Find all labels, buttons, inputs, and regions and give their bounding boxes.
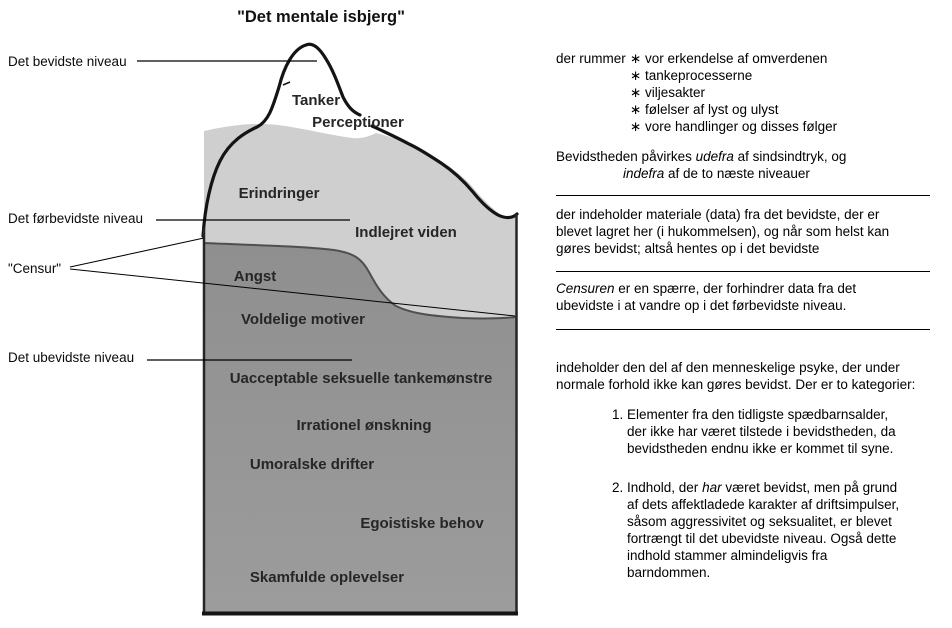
category-text: Indhold, der (627, 480, 703, 495)
iceberg-item-irrational-wishing: Irrationel ønskning (296, 417, 432, 434)
paragraph-line: indhold stammer almindeligvis fra (627, 548, 828, 563)
iceberg-item-immoral-drives: Umoralske drifter (249, 456, 375, 473)
conscious-intro: der rummer (556, 51, 626, 66)
iceberg-item-thoughts: Tanker (291, 92, 341, 109)
iceberg-item-perceptions: Perceptioner (312, 114, 404, 131)
paragraph-line: såsom aggressivitet og seksualitet, er blevet (627, 514, 892, 529)
paragraph-line: fortrængt til det ubevidste niveau. Også dette (627, 531, 897, 546)
censor-italic: Censuren (556, 281, 615, 296)
outline-tick (283, 82, 290, 85)
note-text: af de to næste niveauer (664, 166, 810, 181)
conscious-level-label: Det bevidste niveau (8, 54, 127, 69)
iceberg-item-shameful-experiences: Skamfulde oplevelser (249, 569, 405, 586)
note-line (556, 165, 846, 182)
asterisk-icon: ∗ (630, 85, 642, 100)
paragraph-line: indeholder den del af den menneskelige psyke, der under (556, 360, 900, 375)
paragraph-line: ubevidste i at vandre op i det førbevidste niveau. (556, 298, 847, 313)
unconscious-categories-list (556, 406, 952, 603)
asterisk-icon: ∗ (630, 68, 642, 83)
paragraph-line: der ikke har været tilstede i bevidstheden, da (627, 424, 896, 439)
category-italic: har (702, 480, 722, 495)
censor-label: "Censur" (8, 261, 62, 276)
paragraph-line: bevidstheden endnu ikke er kommet til syne. (627, 441, 894, 456)
unconscious-level-label: Det ubevidste niveau (8, 350, 135, 365)
category-item-2 (627, 479, 952, 581)
influence-note-block (556, 148, 846, 182)
bullet-text: vor erkendelse af omverdenen (645, 51, 828, 66)
list-item (630, 67, 837, 84)
divider-rule (556, 329, 930, 330)
censor-text: er en spærre, der forhindrer data fra det (614, 281, 857, 296)
divider-rule (556, 195, 930, 196)
category-item-1 (627, 406, 952, 457)
bullet-text: følelser af lyst og ulyst (645, 102, 779, 117)
paragraph-line (627, 479, 952, 496)
asterisk-icon: ∗ (630, 102, 642, 117)
note-italic: udefra (695, 149, 734, 164)
iceberg-item-selfish-needs: Egoistiske behov (360, 515, 484, 532)
list-item (630, 118, 837, 135)
list-item (630, 50, 837, 67)
paragraph-line: af dets affektladede karakter af driftsimpulser, (627, 497, 900, 512)
iceberg-item-embedded-knowledge: Indlejret viden (355, 224, 457, 241)
preconscious-level-label: Det førbevidste niveau (8, 211, 144, 226)
note-text: af sindsindtryk, og (733, 149, 847, 164)
note-text: Bevidstheden påvirkes (556, 149, 696, 164)
note-italic: indefra (623, 166, 665, 181)
paragraph-line (556, 280, 856, 297)
category-text: været bevidst, men på grund (721, 480, 898, 495)
preconscious-description-block (556, 206, 889, 257)
note-line (556, 148, 846, 165)
divider-rule (556, 271, 930, 272)
censor-pointer-line-upper (70, 238, 204, 267)
iceberg-item-anxiety: Angst (233, 268, 277, 285)
paragraph-line: normale forhold ikke kan gøres bevidst. Der er to kategorier: (556, 377, 916, 392)
paragraph-line: blevet lagret her (i hukommelsen), og når som helst kan (556, 224, 890, 239)
paragraph-line: gøres bevidst; altså hentes op i det bevidste (556, 241, 820, 256)
bullet-text: vore handlinger og disses følger (645, 119, 838, 134)
iceberg-item-memories: Erindringer (238, 185, 320, 202)
asterisk-icon: ∗ (630, 119, 642, 134)
unconscious-description-block (556, 359, 915, 393)
list-item (630, 101, 837, 118)
bullet-text: viljesakter (645, 85, 706, 100)
iceberg-item-unacceptable-sexual: Uacceptable seksuelle tankemønstre (229, 370, 493, 387)
paragraph-line: 1. Elementer fra den tidligste spædbarnsalder, (627, 407, 889, 422)
paragraph-line: barndommen. (627, 565, 711, 580)
iceberg-item-violent-motives: Voldelige motiver (241, 311, 365, 328)
list-item (630, 84, 837, 101)
paragraph-line: der indeholder materiale (data) fra det bevidste, der er (556, 207, 880, 222)
conscious-contents-block (556, 50, 837, 135)
censor-description-block (556, 280, 856, 314)
bullet-text: tankeprocesserne (645, 68, 753, 83)
diagram-title: "Det mentale isbjerg" (237, 8, 405, 26)
annotations-column (556, 0, 952, 628)
asterisk-icon: ∗ (630, 51, 642, 66)
